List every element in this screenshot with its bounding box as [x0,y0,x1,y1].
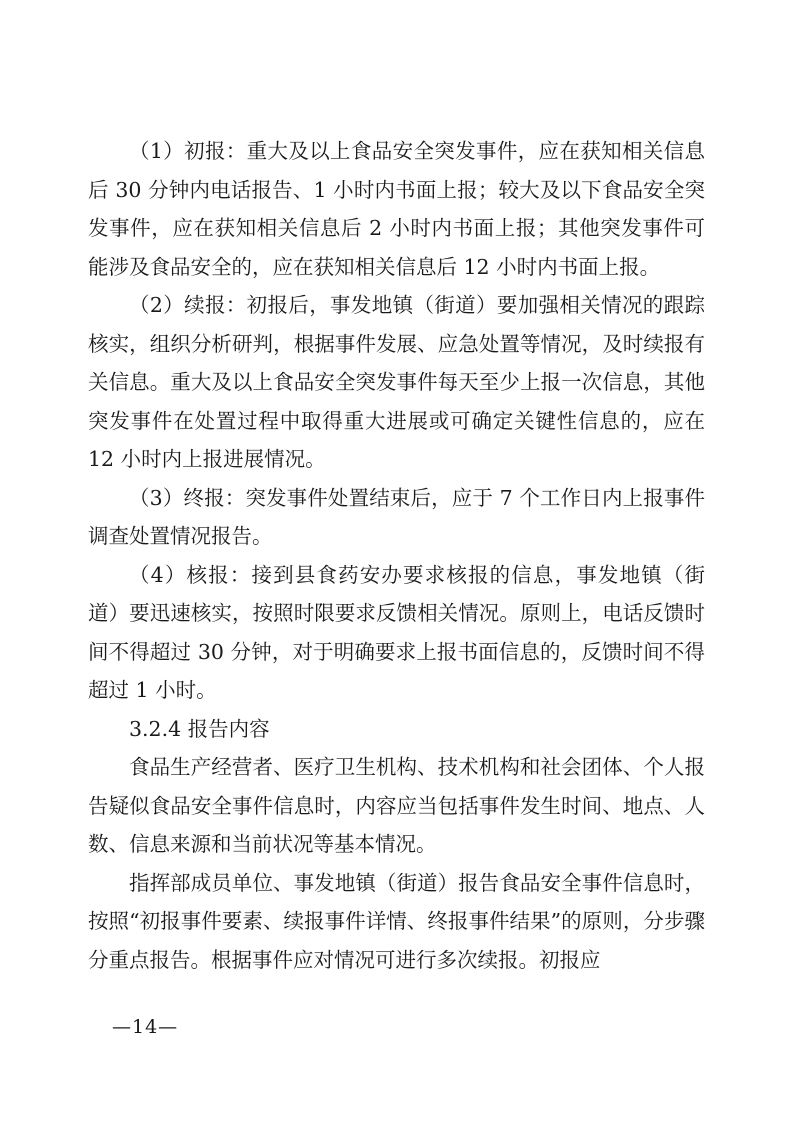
body-text [88,132,705,979]
page-number: —14— [112,1016,179,1038]
paragraph-command-units: 指挥部成员单位、事发地镇（街道）报告食品安全事件信息时，按照“初报事件要素、续报事件详情、终报事件结果”的原则，分步骤分重点报告。根据事件应对情况可进行多次续报。初报应 [88,870,705,972]
section-heading-report-content: 3.2.4 报告内容 [129,716,270,741]
paragraph-follow-up-report: （2）续报：初报后，事发地镇（街道）要加强相关情况的跟踪核实，组织分析研判，根据事件发展、应急处置等情况，及时续报有关信息。重大及以上食品安全突发事件每天至少上报一次信息，其他突发事件在处置过程中取得重大进展或可确定关键性信息的，应在 12 小时内上报进展情况。 [88,293,705,471]
paragraph-final-report: （3）终报：突发事件处置结束后，应于 7 个工作日内上报事件调查处置情况报告。 [88,485,705,548]
paragraph-initial-report: （1）初报：重大及以上食品安全突发事件，应在获知相关信息后 30 分钟内电话报告、1 小时内书面上报；较大及以下食品安全突发事件，应在获知相关信息后 2 小时内书面上报；其他突发事件可能涉及食品安全的，应在获知相关信息后 12 小时内书面上报。 [88,139,705,279]
paragraph-report-content: 食品生产经营者、医疗卫生机构、技术机构和社会团体、个人报告疑似食品安全事件信息时，内容应当包括事件发生时间、地点、人数、信息来源和当前状况等基本情况。 [88,755,705,856]
paragraph-verification-report: （4）核报：接到县食药安办要求核报的信息，事发地镇（街道）要迅速核实，按照时限要求反馈相关情况。原则上，电话反馈时间不得超过 30 分钟，对于明确要求上报书面信息的，反馈时间不得超过 1 小时。 [88,562,705,702]
